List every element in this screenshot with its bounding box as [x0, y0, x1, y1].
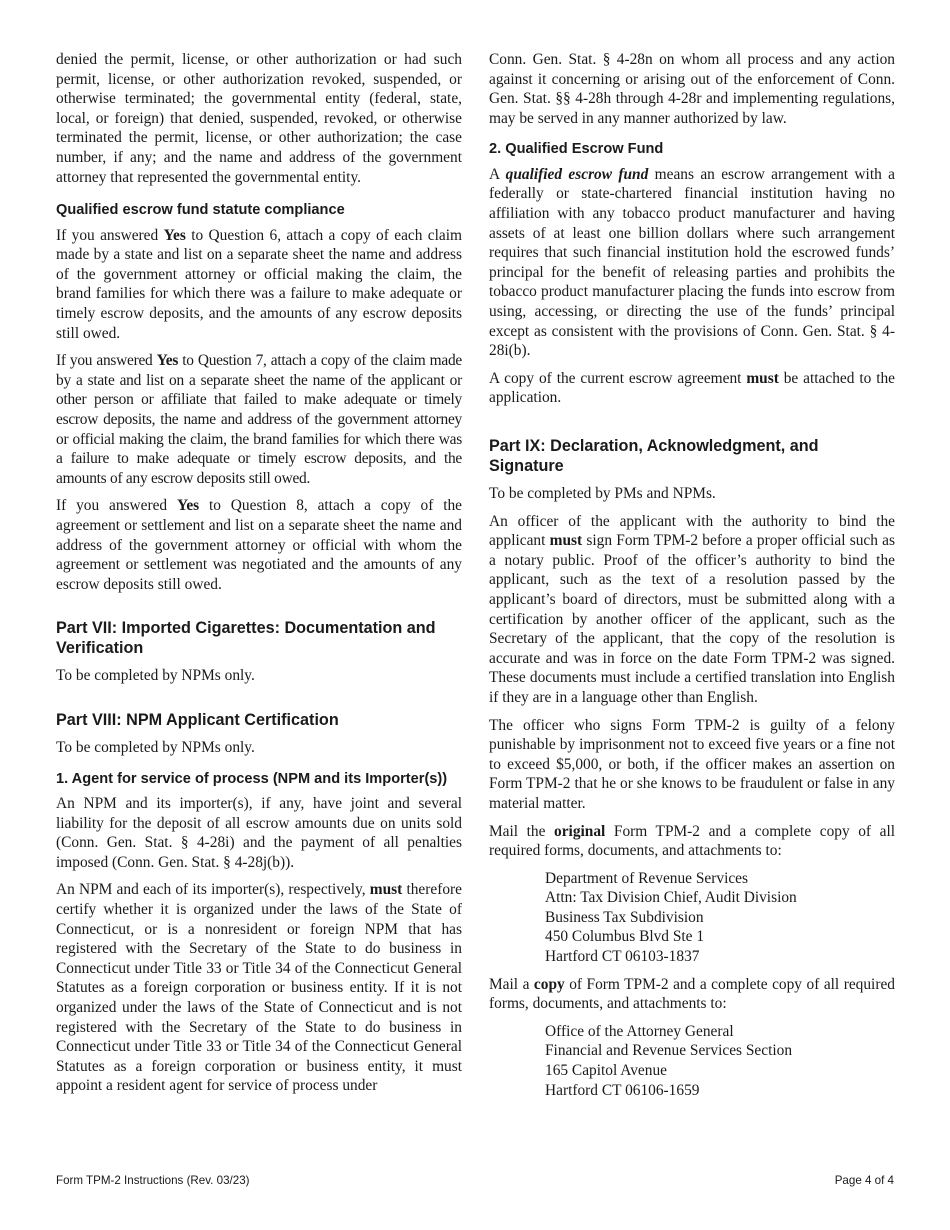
address-line: Business Tax Subdivision: [545, 908, 704, 926]
mail-copy-paragraph: Mail a copy of Form TPM-2 and a complete copy of all required forms, documents, and attachments to:: [489, 975, 895, 1013]
drs-mailing-address: [545, 869, 895, 967]
address-line: Hartford CT 06106-1659: [545, 1081, 700, 1099]
address-line: 450 Columbus Blvd Ste 1: [545, 928, 705, 946]
address-line: Office of the Attorney General: [545, 1022, 734, 1040]
agent-paragraph-2: An NPM and each of its importer(s), respectively, must therefore certify whether it is organized under the laws of the State of Connecticut, or is a nonresident or foreign NPM that has registered with the Secretary of the State to do business in Connecticut under Title 33 or Title 34 of the Connecticut General Statutes as a foreign corporation or business entity. If it is not organized under the laws of the State of Connecticut and is not registered with the Secretary of the State to do business in Connecticut under Title 33 or Title 34 of the Connecticut General Statutes as a foreign corporation or business entity, it must appoint a resident agent for service of process under: [56, 881, 462, 1095]
question-8-paragraph: If you answered Yes to Question 8, attach a copy of the agreement or settlement and list on a separate sheet the name and address of the government attorney or official with whom the agreement or settlement was negotiated and the amounts of any escrow deposits still owed.: [56, 497, 462, 593]
ag-mailing-address: [545, 1022, 895, 1100]
part-7-heading: Part VII: Imported Cigarettes: Documentation and Verification: [56, 619, 436, 658]
question-6-paragraph: If you answered Yes to Question 6, attach a copy of each claim made by a state and list on a separate sheet the name and address of the government attorney or official making the claim, the brand families for which there was a failure to make adequate or timely escrow deposits, and the amounts of any escrow deposits still owed.: [56, 226, 462, 342]
part-8-heading: Part VIII: NPM Applicant Certification: [56, 710, 339, 729]
agent-paragraph-1: An NPM and its importer(s), if any, have joint and several liability for the deposit of all escrow amounts due on units sold (Conn. Gen. Stat. § 4-28i) and the payment of all penalties imposed (Conn. Gen. Stat. § 4-28j(b)).: [56, 795, 462, 871]
footer-page-number: Page 4 of 4: [834, 1174, 894, 1187]
intro-paragraph: denied the permit, license, or other authorization or had such permit, license, or other authorization revoked, suspended, or otherwise terminated; the governmental entity (federal, state, local, or foreign) that denied, suspended, revoked, or otherwise terminated the permit, license, or other authorization; the case number, if any; and the name and address of the government attorney that represented the governmental entity.: [56, 51, 462, 186]
part-7-text: To be completed by NPMs only.: [56, 667, 255, 685]
continued-paragraph: Conn. Gen. Stat. § 4-28n on whom all process and any action against it concerning or arising out of the enforcement of Conn. Gen. Stat. §§ 4-28h through 4-28r and implementing regulations, may be served in any manner authorized by law.: [489, 51, 895, 127]
escrow-fund-heading: 2. Qualified Escrow Fund: [489, 141, 664, 158]
part-9-paragraph-1: An officer of the applicant with the authority to bind the applicant must sign Form TPM-2 before a proper official such as a notary public. Proof of the officer’s authority to bind the applicant, such as the text of a resolution passed by the applicant’s board of directors, must be submitted along with a certification by another officer of the applicant, such as the Secretary of the applicant, that the copy of the resolution is accurate and was in force on the date Form TPM-2 was signed. These documents must include a certified translation into English if they are in a language other than English.: [489, 512, 895, 706]
question-7-paragraph: If you answered Yes to Question 7, attach a copy of the claim made by a state and list on a separate sheet the name of the applicant or other person or affiliate that failed to make adequate or timely escrow deposits, the name and address of the government attorney or official making the claim, the brand families for which there was a failure to make adequate or timely escrow deposits, and the amounts of any escrow deposits still owed.: [56, 352, 462, 487]
footer-form-name: Form TPM-2 Instructions (Rev. 03/23): [56, 1174, 250, 1187]
address-line: Department of Revenue Services: [545, 869, 748, 887]
escrow-compliance-heading: Qualified escrow fund statute compliance: [56, 202, 345, 219]
address-line: Financial and Revenue Services Section: [545, 1042, 793, 1060]
agent-heading: 1. Agent for service of process (NPM and its Importer(s)): [56, 770, 448, 787]
address-line: Attn: Tax Division Chief, Audit Division: [545, 889, 797, 907]
mail-original-paragraph: Mail the original Form TPM-2 and a complete copy of all required forms, documents, and attachments to:: [489, 822, 895, 860]
part-9-heading: Part IX: Declaration, Acknowledgment, and Signature: [489, 437, 819, 475]
part-9-paragraph-2: The officer who signs Form TPM-2 is guilty of a felony punishable by imprisonment not to exceed five years or a fine not to exceed $5,000, or both, if the officer makes an assertion on Form TPM-2 that he or she knows to be fraudulent or false in any material matter.: [489, 716, 895, 812]
left-column: [56, 50, 462, 1104]
part-9-text: To be completed by PMs and NPMs.: [489, 485, 716, 502]
escrow-agreement-paragraph: A copy of the current escrow agreement must be attached to the application.: [489, 369, 895, 407]
address-line: Hartford CT 06103-1837: [545, 948, 700, 966]
address-line: 165 Capitol Avenue: [545, 1062, 667, 1080]
part-8-text: To be completed by NPMs only.: [56, 738, 255, 756]
right-column: [489, 50, 895, 1108]
escrow-fund-definition: A qualified escrow fund means an escrow arrangement with a federally or state-chartered financial institution having no affiliation with any tobacco product manufacturer and having assets of at least one billion dollars where such arrangement requires that such financial institution hold the escrowed funds’ principal for the benefit of releasing parties and prohibits the tobacco product manufacturer placing the funds into escrow from using, accessing, or directing the use of the funds’ principal except as consistent with the provisions of Conn. Gen. Stat. § 4-28i(b).: [489, 165, 895, 360]
